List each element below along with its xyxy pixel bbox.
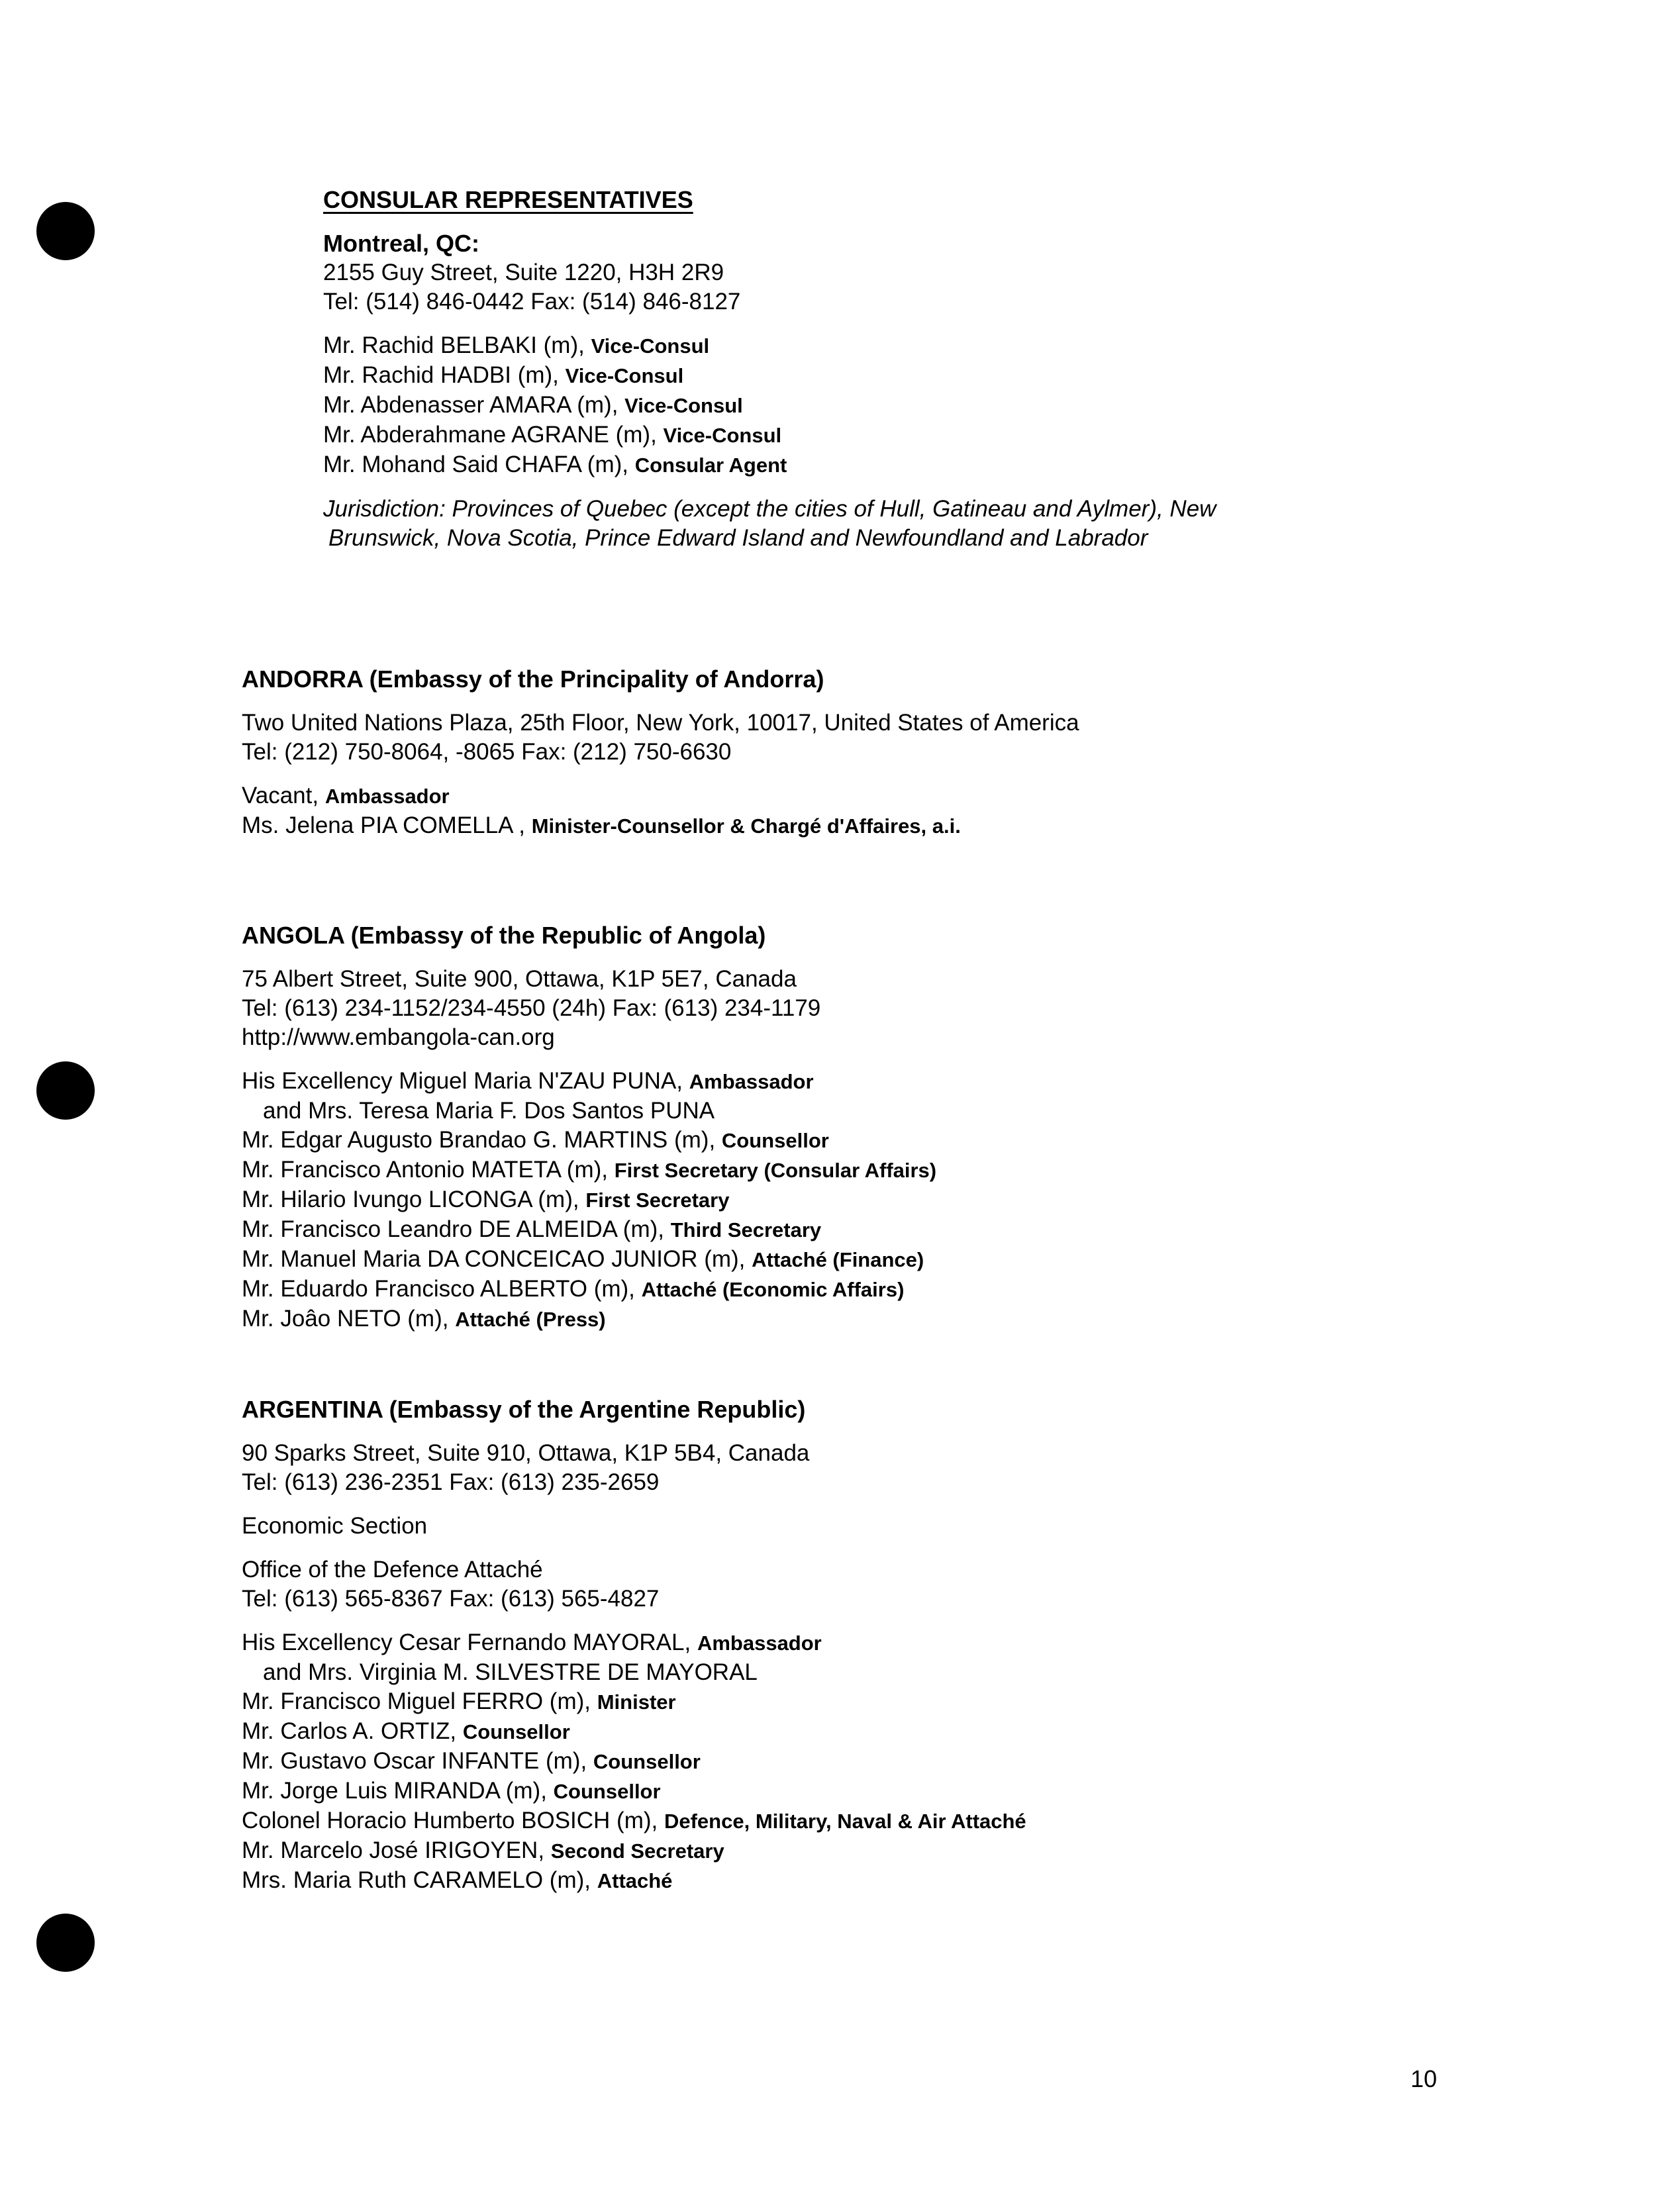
- defence-office-phone: Tel: (613) 565-8367 Fax: (613) 565-4827: [242, 1586, 660, 1612]
- staff-role: First Secretary: [585, 1189, 730, 1212]
- staff-name: Mr. Rachid BELBAKI (m),: [323, 332, 585, 358]
- staff-role: First Secretary (Consular Affairs): [614, 1159, 937, 1182]
- staff-role: Ambassador: [324, 785, 450, 808]
- spacer: [242, 1424, 1026, 1439]
- staff-role: Attaché: [597, 1869, 673, 1892]
- consular-section: [323, 185, 1216, 553]
- staff-name: Mr. Edgar Augusto Brandao G. MARTINS (m),: [242, 1127, 716, 1153]
- staff-entry: [323, 420, 1216, 450]
- punch-hole-middle: [36, 1061, 95, 1120]
- angola-section: [242, 921, 936, 1334]
- angola-website: http://www.embangola-can.org: [242, 1024, 555, 1050]
- page-number: 10: [1410, 2065, 1438, 2092]
- argentina-address: 90 Sparks Street, Suite 910, Ottawa, K1P 5B4, Canada: [242, 1440, 810, 1466]
- ambassador-role: Ambassador: [697, 1631, 822, 1655]
- consular-address: 2155 Guy Street, Suite 1220, H3H 2R9: [323, 260, 724, 285]
- economic-section-label: Economic Section: [242, 1513, 428, 1539]
- staff-name: Mr. Carlos A. ORTIZ,: [242, 1718, 457, 1744]
- ambassador-role: Ambassador: [689, 1070, 814, 1093]
- staff-role: Counsellor: [553, 1780, 661, 1803]
- staff-name: Mr. Abdenasser AMARA (m),: [323, 392, 618, 418]
- staff-name: Mr. Mohand Said CHAFA (m),: [323, 452, 628, 477]
- staff-name: Mr. Francisco Antonio MATETA (m),: [242, 1157, 608, 1183]
- spacer: [323, 480, 1216, 495]
- consular-phone: Tel: (514) 846-0442 Fax: (514) 846-8127: [323, 289, 741, 315]
- andorra-phone: Tel: (212) 750-8064, -8065 Fax: (212) 750-6630: [242, 739, 732, 765]
- staff-name: Mr. Rachid HADBI (m),: [323, 362, 559, 388]
- spacer: [242, 1614, 1026, 1628]
- punch-hole-top: [36, 202, 95, 260]
- staff-entry: [242, 1126, 936, 1155]
- spacer: [242, 1497, 1026, 1512]
- staff-entry: [242, 1155, 936, 1185]
- staff-entry: [242, 1836, 1026, 1866]
- spacer: [323, 316, 1216, 331]
- staff-name: Mr. Francisco Miguel FERRO (m),: [242, 1688, 591, 1714]
- staff-role: Counsellor: [593, 1750, 701, 1773]
- staff-name: Mr. Gustavo Oscar INFANTE (m),: [242, 1748, 587, 1774]
- jurisdiction-line-2: Brunswick, Nova Scotia, Prince Edward Island and Newfoundland and Labrador: [328, 525, 1148, 551]
- staff-name: Mr. Eduardo Francisco ALBERTO (m),: [242, 1276, 635, 1302]
- staff-name: Mr. Manuel Maria DA CONCEICAO JUNIOR (m),: [242, 1246, 746, 1272]
- ambassador-spouse: and Mrs. Virginia M. SILVESTRE DE MAYORAL: [263, 1659, 758, 1685]
- spacer: [242, 1052, 936, 1067]
- staff-role: Second Secretary: [550, 1839, 724, 1863]
- spacer: [242, 767, 1079, 781]
- spacer: [242, 1541, 1026, 1555]
- staff-entry: [242, 1304, 936, 1334]
- staff-name: Vacant,: [242, 783, 319, 808]
- staff-role: Attaché (Economic Affairs): [641, 1278, 905, 1301]
- staff-entry: [242, 1777, 1026, 1806]
- staff-role: Attaché (Finance): [752, 1248, 924, 1271]
- spacer: [242, 694, 1079, 708]
- staff-role: Vice-Consul: [591, 334, 710, 358]
- staff-entry: [323, 361, 1216, 391]
- andorra-heading: ANDORRA (Embassy of the Principality of Andorra): [242, 665, 824, 693]
- staff-role: Third Secretary: [670, 1218, 822, 1242]
- staff-entry: [242, 781, 1079, 811]
- staff-name: Mr. Hilario Ivungo LICONGA (m),: [242, 1187, 579, 1212]
- ambassador-name: His Excellency Miguel Maria N'ZAU PUNA,: [242, 1068, 683, 1094]
- staff-entry: [323, 331, 1216, 361]
- angola-heading: ANGOLA (Embassy of the Republic of Angola): [242, 922, 766, 949]
- staff-entry: [242, 1275, 936, 1304]
- consular-city: Montreal, QC:: [323, 230, 480, 257]
- staff-name: Ms. Jelena PIA COMELLA ,: [242, 812, 525, 838]
- spacer: [323, 215, 1216, 229]
- staff-role: Counsellor: [721, 1129, 829, 1152]
- staff-entry: [242, 1747, 1026, 1777]
- staff-name: Colonel Horacio Humberto BOSICH (m),: [242, 1808, 658, 1833]
- staff-role: Vice-Consul: [624, 394, 743, 417]
- andorra-section: [242, 665, 1079, 841]
- staff-role: Minister: [597, 1690, 676, 1714]
- staff-role: Vice-Consul: [663, 424, 782, 447]
- staff-entry: [242, 1866, 1026, 1896]
- staff-role: Attaché (Press): [455, 1308, 606, 1331]
- ambassador-entry: [242, 1628, 1026, 1658]
- staff-name: Mrs. Maria Ruth CARAMELO (m),: [242, 1867, 591, 1893]
- andorra-address: Two United Nations Plaza, 25th Floor, New York, 10017, United States of America: [242, 710, 1079, 736]
- staff-name: Mr. Joâo NETO (m),: [242, 1306, 449, 1332]
- punch-hole-bottom: [36, 1914, 95, 1972]
- ambassador-entry: [242, 1067, 936, 1096]
- staff-name: Mr. Abderahmane AGRANE (m),: [323, 422, 657, 448]
- argentina-heading: ARGENTINA (Embassy of the Argentine Republic): [242, 1396, 806, 1423]
- staff-entry: [323, 391, 1216, 420]
- staff-entry: [242, 811, 1079, 841]
- staff-role: Defence, Military, Naval & Air Attaché: [664, 1810, 1026, 1833]
- defence-office-label: Office of the Defence Attaché: [242, 1557, 543, 1582]
- argentina-section: [242, 1395, 1026, 1896]
- angola-phone: Tel: (613) 234-1152/234-4550 (24h) Fax: (613) 234-1179: [242, 995, 821, 1021]
- staff-name: Mr. Jorge Luis MIRANDA (m),: [242, 1778, 547, 1804]
- staff-role: Vice-Consul: [565, 364, 684, 387]
- staff-entry: [242, 1215, 936, 1245]
- staff-role: Minister-Counsellor & Chargé d'Affaires, a.i.: [531, 814, 961, 838]
- ambassador-spouse: and Mrs. Teresa Maria F. Dos Santos PUNA: [263, 1098, 715, 1124]
- staff-entry: [242, 1687, 1026, 1717]
- staff-role: Consular Agent: [634, 454, 787, 477]
- ambassador-name: His Excellency Cesar Fernando MAYORAL,: [242, 1630, 691, 1655]
- staff-name: Mr. Marcelo José IRIGOYEN,: [242, 1837, 545, 1863]
- spacer: [242, 950, 936, 965]
- staff-role: Counsellor: [462, 1720, 570, 1743]
- consular-heading: CONSULAR REPRESENTATIVES: [323, 186, 693, 213]
- angola-address: 75 Albert Street, Suite 900, Ottawa, K1P 5E7, Canada: [242, 966, 797, 992]
- staff-entry: [242, 1806, 1026, 1836]
- staff-name: Mr. Francisco Leandro DE ALMEIDA (m),: [242, 1216, 664, 1242]
- staff-entry: [242, 1717, 1026, 1747]
- staff-entry: [242, 1245, 936, 1275]
- argentina-phone: Tel: (613) 236-2351 Fax: (613) 235-2659: [242, 1469, 660, 1495]
- jurisdiction-line-1: Jurisdiction: Provinces of Quebec (except the cities of Hull, Gatineau and Aylmer), New: [323, 496, 1216, 522]
- staff-entry: [323, 450, 1216, 480]
- staff-entry: [242, 1185, 936, 1215]
